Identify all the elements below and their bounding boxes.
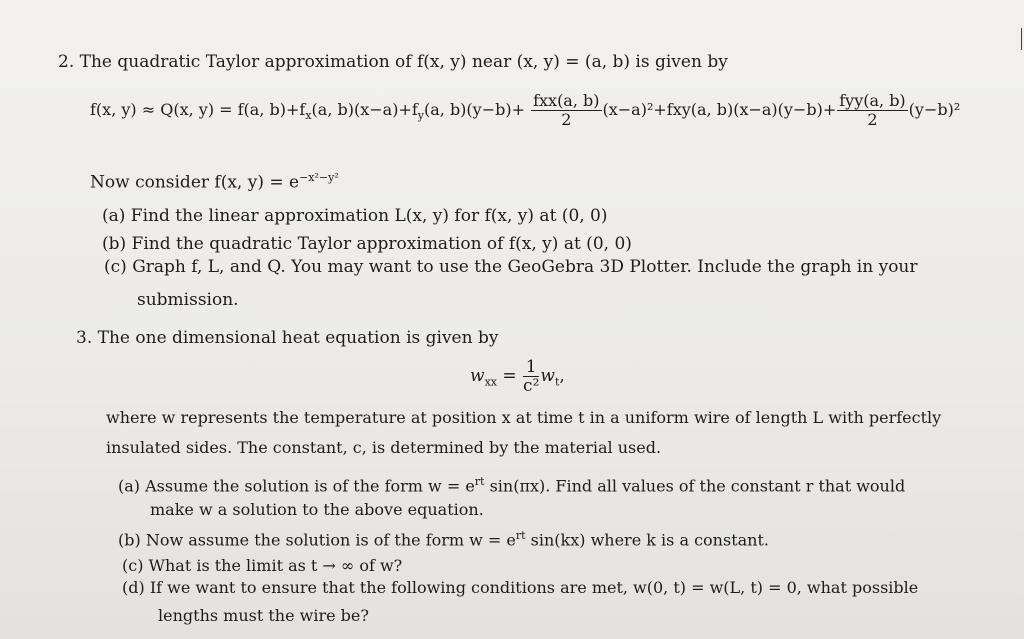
- problem-3a-text-rest: sin(πx). Find all values of the constant r that would: [484, 476, 906, 496]
- problem-2b: (b) Find the quadratic Taylor approximation of f(x, y) at (0, 0): [102, 234, 632, 254]
- problem-3b-exponent: rt: [515, 529, 526, 542]
- consider-function: [90, 168, 339, 193]
- fraction-fxx: [531, 92, 601, 129]
- problem-3-intro: [76, 328, 498, 348]
- problem-3d-line2: lengths must the wire be?: [158, 606, 369, 625]
- consider-exponent: −x²−y²: [299, 171, 339, 184]
- problem-2-number: 2.: [58, 52, 75, 72]
- problem-3a-text: (a) Assume the solution is of the form w = e: [118, 476, 475, 496]
- eq-rhs: w: [540, 366, 555, 386]
- problem-3-intro-text: The one dimensional heat equation is given by: [97, 328, 499, 348]
- eq-numerator: 1: [523, 358, 539, 377]
- formula-part4: (y−b)²: [908, 100, 961, 119]
- problem-3c: (c) What is the limit as t → ∞ of w?: [122, 556, 403, 575]
- eq-comma: ,: [559, 366, 565, 386]
- problem-3-desc-line1: where w represents the temperature at position x at time t in a uniform wire of length L with perfectly: [106, 408, 942, 427]
- problem-3a-exponent: rt: [474, 475, 485, 488]
- fraction-fyy: [837, 92, 907, 129]
- problem-2c-line1: (c) Graph f, L, and Q. You may want to use the GeoGebra 3D Plotter. Include the graph in your: [104, 257, 918, 277]
- problem-2-intro-text: The quadratic Taylor approximation of f(x, y) near (x, y) = (a, b) is given by: [79, 52, 728, 72]
- formula-part3: (x−a)²+fxy(a, b)(x−a)(y−b)+: [602, 100, 837, 119]
- problem-2-intro: [58, 52, 728, 72]
- problem-3d-line1: (d) If we want to ensure that the following conditions are met, w(0, t) = w(L, t) = 0, what possible: [122, 578, 919, 597]
- frac2-numerator: fyy(a, b): [839, 91, 906, 110]
- problem-2a: (a) Find the linear approximation L(x, y) for f(x, y) at (0, 0): [102, 206, 608, 226]
- taylor-formula: f(x, y) ≈ Q(x, y) = f(a, $b)+f_x(a$, $b)(x-a)+f_y(a$, b)(y−b)+ $\frac{\text{fxx(a, b)}}{2}$ (x−a)²+fxy(a, b)(x−a)(y−b)+ $\frac{\text{fyy(a, b)}}{2}$ (y−b)²: [90, 91, 961, 129]
- eq-denominator: c²: [523, 376, 540, 396]
- eq-lhs-sub: xx: [484, 375, 497, 389]
- frac1-denominator: 2: [561, 110, 572, 129]
- problem-3-desc-line2: insulated sides. The constant, c, is determined by the material used.: [106, 438, 662, 457]
- problem-3a-line1: [118, 472, 905, 496]
- frac1-numerator: fxx(a, b): [533, 91, 600, 110]
- formula-part1: (a, b)(x−a)+f: [311, 100, 418, 119]
- eq-rhs-sub: t: [554, 375, 560, 389]
- consider-text: Now consider f(x, y) = e: [90, 172, 300, 193]
- formula-part2: (a, b)(y−b)+: [423, 100, 525, 119]
- formula-lhs: f(x, y) ≈ Q(x, y) = f(a, b)+f: [90, 100, 306, 119]
- problem-3a-line2: make w a solution to the above equation.: [150, 500, 484, 519]
- eq-equals: =: [496, 366, 523, 386]
- problem-2c-line2: submission.: [137, 290, 239, 310]
- problem-3b-text-rest: sin(kx) where k is a constant.: [525, 530, 769, 550]
- problem-3b-text: (b) Now assume the solution is of the form w = e: [118, 530, 516, 550]
- eq-lhs: w: [470, 366, 485, 386]
- page-edge-mark: [1021, 28, 1022, 50]
- frac2-denominator: 2: [867, 110, 878, 129]
- heat-equation: [470, 358, 565, 395]
- problem-3-number: 3.: [76, 328, 93, 348]
- eq-fraction: [523, 358, 539, 395]
- problem-3b: [118, 526, 769, 550]
